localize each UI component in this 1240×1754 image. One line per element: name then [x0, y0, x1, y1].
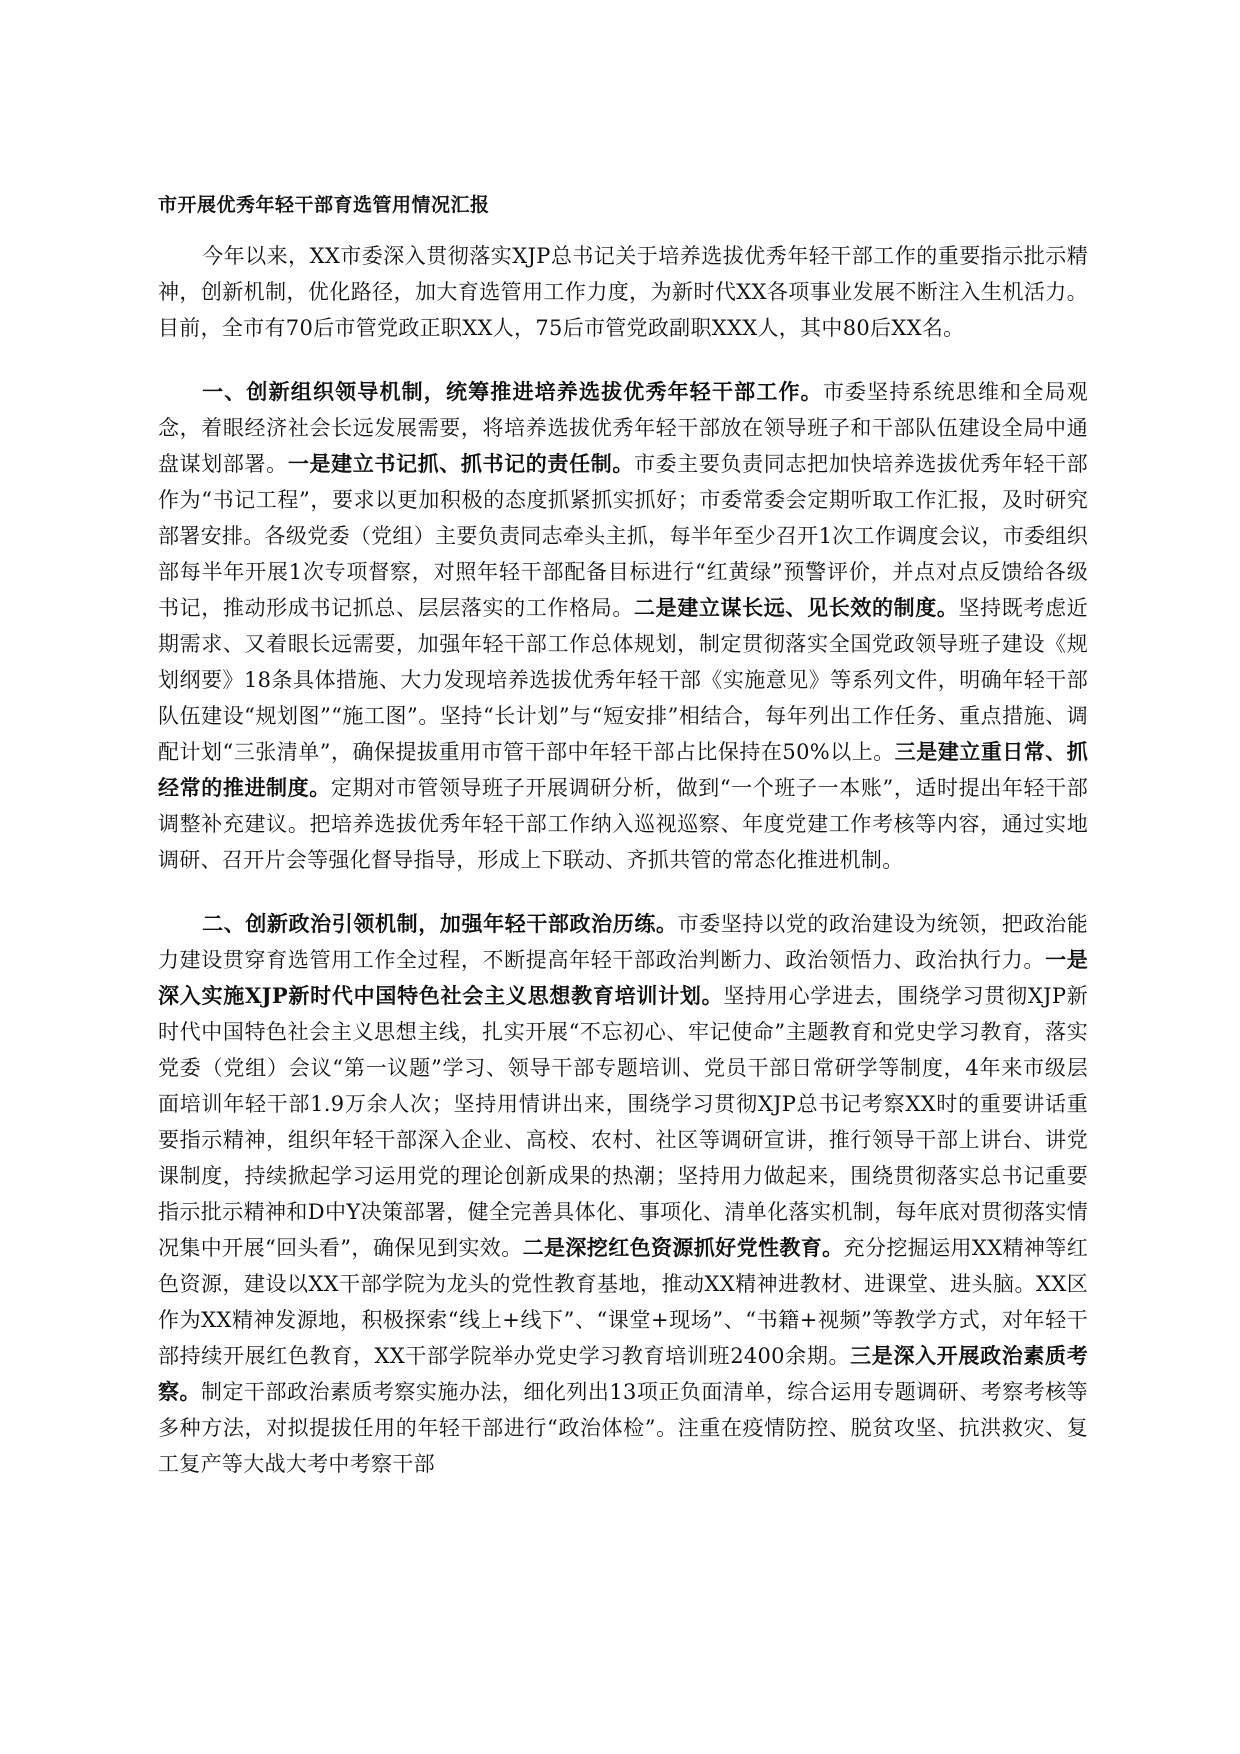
intro-paragraph	[158, 238, 1088, 346]
section-2-point-3: 三是深入开展政治素质考察。	[158, 1343, 1088, 1404]
document-title: 市开展优秀年轻干部育选管用情况汇报	[158, 194, 490, 216]
section-1-point-3: 三是建立重日常、抓经常的推进制度。	[158, 739, 1088, 800]
section-2-text-4: 制定干部政治素质考察实施办法，细化列出13项正负面清单，综合运用专题调研、考察考核等多种方法，对拟提拔任用的年轻干部进行“政治体检”。注重在疫情防控、脱贫攻坚、抗洪救灾、复工复产等大战大考中考察干部	[158, 1380, 1088, 1476]
section-1-point-2: 二是建立谋长远、见长效的制度。	[633, 595, 959, 620]
section-1-paragraph	[158, 374, 1088, 878]
section-2-point-1: 一是深入实施XJP新时代中国特色社会主义思想教育培训计划。	[158, 947, 1088, 1008]
section-2-text-3: 充分挖掘运用XX精神等红色资源，建设以XX干部学院为龙头的党性教育基地，推动XX精神进教材、进课堂、进头脑。XX区作为XX精神发源地，积极探索“线上+线下”、“课堂+现场”、“书籍+视频”等教学方式，对年轻干部持续开展红色教育，XX干部学院举办党史学习教育培训班2400余期。	[158, 1236, 1089, 1368]
document-page	[158, 190, 1088, 1482]
section-2-point-2: 二是深挖红色资源抓好党性教育。	[522, 1235, 844, 1260]
paragraph-gap	[158, 346, 1088, 374]
intro-text: 今年以来，XX市委深入贯彻落实XJP总书记关于培养选拔优秀年轻干部工作的重要指示批示精神，创新机制，优化路径，加大育选管用工作力度，为新时代XX各项事业发展不断注入生机活力。目前，全市有70后市管党政正职XX人，75后市管党政副职XXX人，其中80后XX名。	[158, 244, 1088, 340]
section-2-text-2: 坚持用心学进去，围绕学习贯彻XJP新时代中国特色社会主义思想主线，扎实开展“不忘初心、牢记使命”主题教育和党史学习教育，落实党委（党组）会议“第一议题”学习、领导干部专题培训、党员干部日常研学等制度，4年来市级层面培训年轻干部1.9万余人次；坚持用情讲出来，围绕学习贯彻XJP总书记考察XX时的重要讲话重要指示精神，组织年轻干部深入企业、高校、农村、社区等调研宣讲，推行领导干部上讲台、讲党课制度，持续掀起学习运用党的理论创新成果的热潮；坚持用力做起来，围绕贯彻落实总书记重要指示批示精神和D中Y决策部署，健全完善具体化、事项化、清单化落实机制，每年底对贯彻落实情况集中开展“回头看”，确保见到实效。	[158, 984, 1088, 1260]
section-1-text-4: 定期对市管领导班子开展调研分析，做到“一个班子一本账”，适时提出年轻干部调整补充建议。把培养选拔优秀年轻干部工作纳入巡视巡察、年度党建工作考核等内容，通过实地调研、召开片会等强化督导指导，形成上下联动、齐抓共管的常态化推进机制。	[158, 776, 1088, 872]
section-1-text-1: 市委坚持系统思维和全局观念，着眼经济社会长远发展需要，将培养选拔优秀年轻干部放在领导班子和干部队伍建设全局中通盘谋划部署。	[158, 380, 1088, 476]
section-2-text-1: 市委坚持以党的政治建设为统领，把政治能力建设贯穿育选管用工作全过程，不断提高年轻干部政治判断力、政治领悟力、政治执行力。	[158, 912, 1088, 972]
section-2-paragraph	[158, 906, 1088, 1482]
section-2-heading: 二、创新政治引领机制，加强年轻干部政治历练。	[202, 911, 678, 936]
section-1-point-1: 一是建立书记抓、抓书记的责任制。	[287, 451, 634, 476]
paragraph-gap	[158, 878, 1088, 906]
section-1-text-3: 坚持既考虑近期需求、又着眼长远需要，加强年轻干部工作总体规划，制定贯彻落实全国党政领导班子建设《规划纲要》18条具体措施、大力发现培养选拔优秀年轻干部《实施意见》等系列文件，明确年轻干部队伍建设“规划图”“施工图”。坚持“长计划”与“短安排”相结合，每年列出工作任务、重点措施、调配计划“三张清单”，确保提拔重用市管干部中年轻干部占比保持在50%以上。	[158, 596, 1088, 764]
section-1-text-2: 市委主要负责同志把加快培养选拔优秀年轻干部作为“书记工程”，要求以更加积极的态度抓紧抓实抓好；市委常委会定期听取工作汇报，及时研究部署安排。各级党委（党组）主要负责同志牵头主抓，每半年至少召开1次工作调度会议，市委组织部每半年开展1次专项督察，对照年轻干部配备目标进行“红黄绿”预警评价，并点对点反馈给各级书记，推动形成书记抓总、层层落实的工作格局。	[158, 452, 1088, 620]
section-1-heading: 一、创新组织领导机制，统筹推进培养选拔优秀年轻干部工作。	[202, 379, 823, 404]
